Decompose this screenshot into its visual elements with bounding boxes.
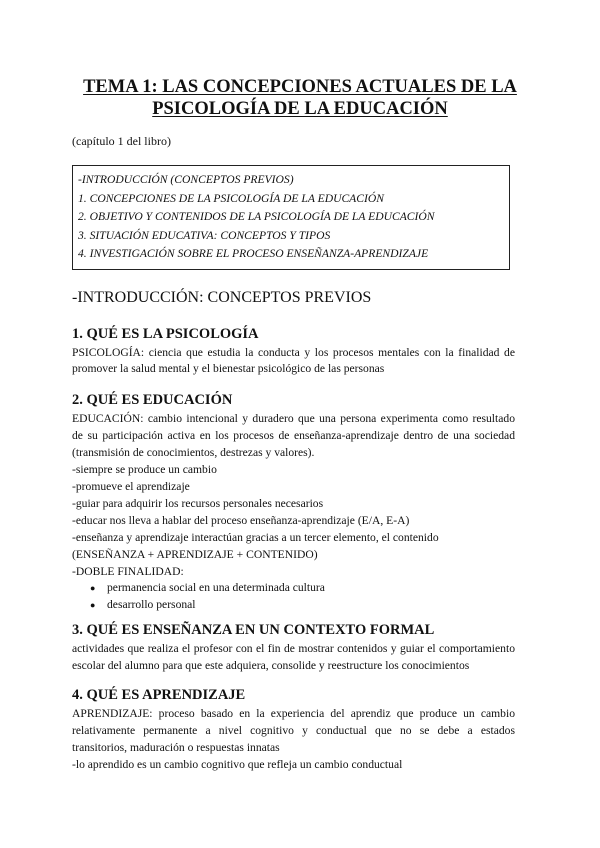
body-line: APRENDIZAJE: proceso basado en la experiencia del aprendiz que produce un cambio: [72, 707, 515, 720]
body-line: -educar nos lleva a hablar del proceso enseñanza-aprendizaje (E/A, E-A): [72, 514, 410, 527]
bullet-dot-icon: ●: [90, 583, 96, 593]
body-line: transitorios, maduración o respuestas innatas: [72, 741, 280, 754]
bullet-item: [90, 581, 325, 594]
section-1-heading: 1. QUÉ ES LA PSICOLOGÍA: [72, 326, 259, 342]
bullet-text: desarrollo personal: [107, 598, 196, 611]
body-line: (transmisión de conocimientos, destrezas y valores).: [72, 446, 315, 459]
body-line: -enseñanza y aprendizaje interactúan gracias a un tercer elemento, el contenido: [72, 531, 439, 544]
toc-item: -INTRODUCCIÓN (CONCEPTOS PREVIOS): [78, 173, 294, 186]
body-line: EDUCACIÓN: cambio intencional y duradero que una persona experimenta como resultado: [72, 412, 515, 425]
page-title: [60, 76, 540, 120]
intro-heading: -INTRODUCCIÓN: CONCEPTOS PREVIOS: [72, 289, 372, 306]
body-line: (ENSEÑANZA + APRENDIZAJE + CONTENIDO): [72, 548, 318, 561]
body-line: -DOBLE FINALIDAD:: [72, 565, 184, 578]
section-3-heading: 3. QUÉ ES ENSEÑANZA EN UN CONTEXTO FORMAL: [72, 622, 435, 638]
body-line: -siempre se produce un cambio: [72, 463, 217, 476]
body-line: -promueve el aprendizaje: [72, 480, 190, 493]
toc-item: 4. INVESTIGACIÓN SOBRE EL PROCESO ENSEÑANZA-APRENDIZAJE: [78, 247, 429, 261]
body-line: -lo aprendido es un cambio cognitivo que refleja un cambio conductual: [72, 758, 403, 771]
title-line-2: PSICOLOGÍA DE LA EDUCACIÓN: [152, 99, 448, 119]
title-line-1: TEMA 1: LAS CONCEPCIONES ACTUALES DE LA: [83, 77, 517, 97]
section-4-heading: 4. QUÉ ES APRENDIZAJE: [72, 687, 246, 703]
body-line: promover la salud mental y el bienestar psicológico de las personas: [72, 362, 385, 375]
body-line: escolar del alumno para que este adquiera, consolide y reestructure los conocimientos: [72, 659, 470, 672]
subtitle: (capítulo 1 del libro): [72, 134, 171, 148]
bullet-item: [90, 598, 196, 611]
body-line: relativamente permanente a nivel cognitivo y conductual que no se debe a estados: [72, 724, 515, 737]
toc-item: 1. CONCEPCIONES DE LA PSICOLOGÍA DE LA EDUCACIÓN: [78, 191, 384, 205]
bullet-text: permanencia social en una determinada cultura: [107, 581, 325, 594]
toc-item: 2. OBJETIVO Y CONTENIDOS DE LA PSICOLOGÍA DE LA EDUCACIÓN: [78, 210, 435, 224]
body-line: -guiar para adquirir los recursos personales necesarios: [72, 497, 324, 510]
toc-item: 3. SITUACIÓN EDUCATIVA: CONCEPTOS Y TIPOS: [78, 228, 331, 242]
section-2-heading: 2. QUÉ ES EDUCACIÓN: [72, 392, 233, 408]
table-of-contents: [72, 165, 510, 270]
body-line: actividades que realiza el profesor con el fin de mostrar contenidos y guiar el comportamiento: [72, 642, 515, 655]
body-line: PSICOLOGÍA: ciencia que estudia la conducta y los procesos mentales con la finalidad de: [72, 346, 515, 359]
bullet-dot-icon: ●: [90, 600, 96, 610]
body-line: de su participación activa en los procesos de enseñanza-aprendizaje dentro de una sociedad: [72, 429, 515, 442]
